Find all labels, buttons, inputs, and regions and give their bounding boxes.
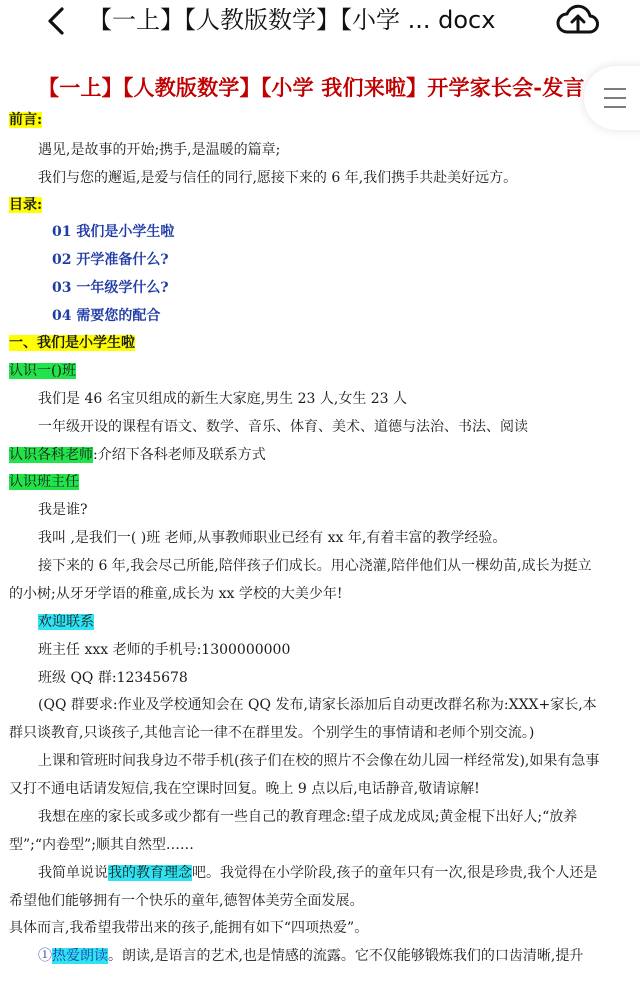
my-idea-line-1: 我简单说说我的教育理念吧。我觉得在小学阶段,孩子的童年只有一次,很是珍贵,我个人还是 xyxy=(38,865,598,881)
welcome-contact-heading: 欢迎联系 xyxy=(38,614,94,630)
toc-item-3[interactable]: 03 一年级学什么? xyxy=(52,280,169,296)
document-title: 【一上】【人教版数学】【小学 我们来啦】开学家长会-发言 xyxy=(38,75,585,100)
class-info: 我们是 46 名宝贝组成的新生大家庭,男生 23 人,女生 23 人 xyxy=(38,391,408,407)
who-am-i: 我是谁? xyxy=(38,502,88,518)
next-six-years-line-1: 接下来的 6 年,我会尽己所能,陪伴孩子们成长。用心浇灌,陪伴他们从一棵幼苗,成长为挺立 xyxy=(38,558,592,574)
toc-item-2[interactable]: 02 开学准备什么? xyxy=(52,252,169,268)
know-class-heading: 认识一()班 xyxy=(9,363,76,379)
teacher-intro: 我叫 ,是我们一( )班 老师,从事教师职业已经有 xx 年,有着丰富的教学经验。 xyxy=(38,530,507,546)
back-chevron-left-icon[interactable] xyxy=(40,4,74,38)
toc-item-4[interactable]: 04 需要您的配合 xyxy=(52,308,161,324)
cloud-upload-icon[interactable] xyxy=(556,2,600,38)
education-ideas-line-1: 我想在座的家长或多或少都有一些自己的教育理念:望子成龙成凤;黄金棍下出好人;“放养 xyxy=(38,809,578,825)
preface-line-1: 遇见,是故事的开始;携手,是温暖的篇章; xyxy=(38,142,281,158)
toc-item-1[interactable]: 01 我们是小学生啦 xyxy=(52,224,175,240)
education-ideas-line-2: 型”;“内卷型”;顺其自然型…… xyxy=(9,837,194,853)
class-qq-group: 班级 QQ 群:12345678 xyxy=(38,670,188,686)
phone-note-line-2: 又打不通电话请发短信,我在空课时回复。晚上 9 点以后,电话静音,敬请谅解! xyxy=(9,781,480,797)
preface-heading: 前言: xyxy=(9,112,43,128)
preface-line-2: 我们与您的邂逅,是爱与信任的同行,愿接下来的 6 年,我们携手共赴美好远方。 xyxy=(38,170,518,186)
next-six-years-line-2: 的小树;从牙牙学语的稚童,成长为 xx 学校的大美少年! xyxy=(9,586,343,602)
file-name-title: 【一上】【人教版数学】【小学 ... docx xyxy=(88,6,496,34)
know-teachers-line: 认识各科老师:介绍下各科老师及联系方式 xyxy=(9,447,266,463)
my-idea-line-2: 希望他们能够拥有一个快乐的童年,德智体美劳全面发展。 xyxy=(9,893,364,909)
toc-heading: 目录: xyxy=(9,197,43,213)
love-reading-line: ①热爱朗读。朗读,是语言的艺术,也是情感的流露。它不仅能够锻炼我们的口齿清晰,提升 xyxy=(38,948,584,964)
qq-rules-line-1: (QQ 群要求:作业及学校通知会在 QQ 发布,请家长添加后自动更改群名称为:XXX+家长,本 xyxy=(38,697,597,713)
phone-note-line-1: 上课和管班时间我身边不带手机(孩子们在校的照片不会像在幼儿园一样经常发),如果有急事 xyxy=(38,753,600,769)
top-app-bar xyxy=(0,0,640,42)
know-head-teacher-heading: 认识班主任 xyxy=(9,474,79,490)
section-1-heading: 一、我们是小学生啦 xyxy=(9,335,135,351)
qq-rules-line-2: 群只谈教育,只谈孩子,其他言论一律不在群里发。个别学生的事情请和老师个别交流。) xyxy=(9,725,535,741)
teacher-phone: 班主任 xxx 老师的手机号:1300000000 xyxy=(38,642,291,658)
courses-info: 一年级开设的课程有语文、数学、音乐、体育、美术、道德与法治、书法、阅读 xyxy=(38,419,528,435)
four-loves-intro: 具体而言,我希望我带出来的孩子,能拥有如下“四项热爱”。 xyxy=(9,920,369,936)
